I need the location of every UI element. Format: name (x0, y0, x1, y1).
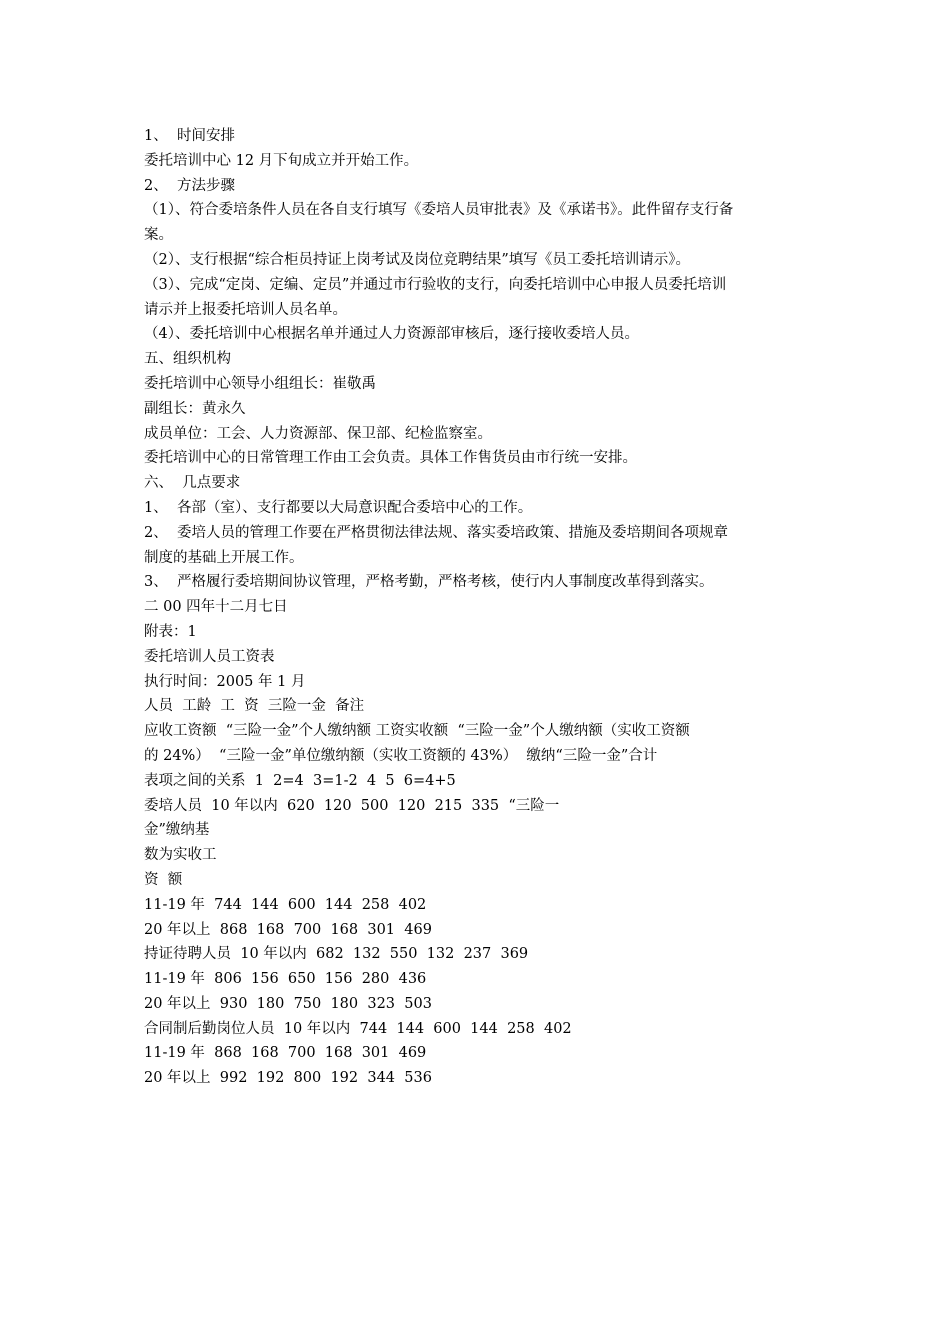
text-line: 3、 严格履行委培期间协议管理，严格考勤，严格考核，使行内人事制度改革得到落实。 (144, 574, 714, 591)
text-line: 持证待聘人员 10 年以内 682 132 550 132 237 369 (144, 946, 529, 963)
text-line: 二 00 四年十二月七日 (144, 599, 288, 616)
text-line: 数为实收工 (144, 847, 217, 864)
text-line: 1、 时间安排 (144, 128, 235, 144)
document-body (144, 124, 816, 1091)
text-line: 委托培训人员工资表 (144, 648, 275, 665)
text-line: （1）、符合委培条件人员在各自支行填写《委培人员审批表》及《承诺书》。此件留存支行备 (144, 202, 734, 219)
text-line: 案。 (144, 227, 173, 244)
text-line: 成员单位：工会、人力资源部、保卫部、纪检监察室。 (144, 425, 492, 442)
text-line: 表项之间的关系 1 2=4 3=1-2 4 5 6=4+5 (144, 772, 456, 789)
text-line: 11-19 年 868 168 700 168 301 469 (144, 1045, 427, 1062)
text-line: 的 24%） “三险一金”单位缴纳额（实收工资额的 43%） 缴纳“三险一金”合计 (144, 747, 658, 764)
text-line: 金”缴纳基 (144, 822, 210, 839)
text-line: 请示并上报委托培训人员名单。 (144, 301, 347, 318)
text-line: 委托培训中心领导小组组长：崔敬禹 (144, 375, 376, 392)
text-line: 资 额 (144, 871, 183, 888)
text-line: 制度的基础上开展工作。 (144, 549, 304, 566)
text-line: 人员 工龄 工 资 三险一金 备注 (144, 698, 365, 715)
text-line: 20 年以上 992 192 800 192 344 536 (144, 1070, 432, 1087)
text-line: 1、 各部（室）、支行都要以大局意识配合委培中心的工作。 (144, 499, 533, 516)
text-line: 执行时间：2005 年 1 月 (144, 673, 306, 690)
text-line: （2）、支行根据“综合柜员持证上岗考试及岗位竞聘结果”填写《员工委托培训请示》。 (144, 251, 691, 268)
text-line: （3）、完成“定岗、定编、定员”并通过市行验收的支行，向委托培训中心申报人员委托培训 (144, 276, 727, 293)
text-line: 六、 几点要求 (144, 475, 241, 492)
text-line: 合同制后勤岗位人员 10 年以内 744 144 600 144 258 402 (144, 1020, 572, 1037)
text-line: 应收工资额 “三险一金”个人缴纳额 工资实收额 “三险一金”个人缴纳额（实收工资额 (144, 723, 690, 740)
text-line: 20 年以上 868 168 700 168 301 469 (144, 921, 432, 938)
text-line: （4）、委托培训中心根据名单并通过人力资源部审核后，逐行接收委培人员。 (144, 326, 639, 343)
text-line: 委托培训中心 12 月下旬成立并开始工作。 (144, 152, 419, 169)
text-line: 20 年以上 930 180 750 180 323 503 (144, 995, 432, 1012)
text-line: 副组长：黄永久 (144, 400, 246, 417)
text-line: 11-19 年 744 144 600 144 258 402 (144, 896, 427, 913)
text-line: 附表：1 (144, 623, 197, 640)
text-line: 2、 方法步骤 (144, 177, 235, 194)
text-line: 五、组织机构 (144, 351, 231, 368)
text-line: 委培人员 10 年以内 620 120 500 120 215 335 “三险一 (144, 797, 560, 814)
text-line: 委托培训中心的日常管理工作由工会负责。具体工作售货员由市行统一安排。 (144, 450, 637, 467)
text-line: 11-19 年 806 156 650 156 280 436 (144, 971, 427, 988)
text-line: 2、 委培人员的管理工作要在严格贯彻法律法规、落实委培政策、措施及委培期间各项规章 (144, 524, 728, 541)
